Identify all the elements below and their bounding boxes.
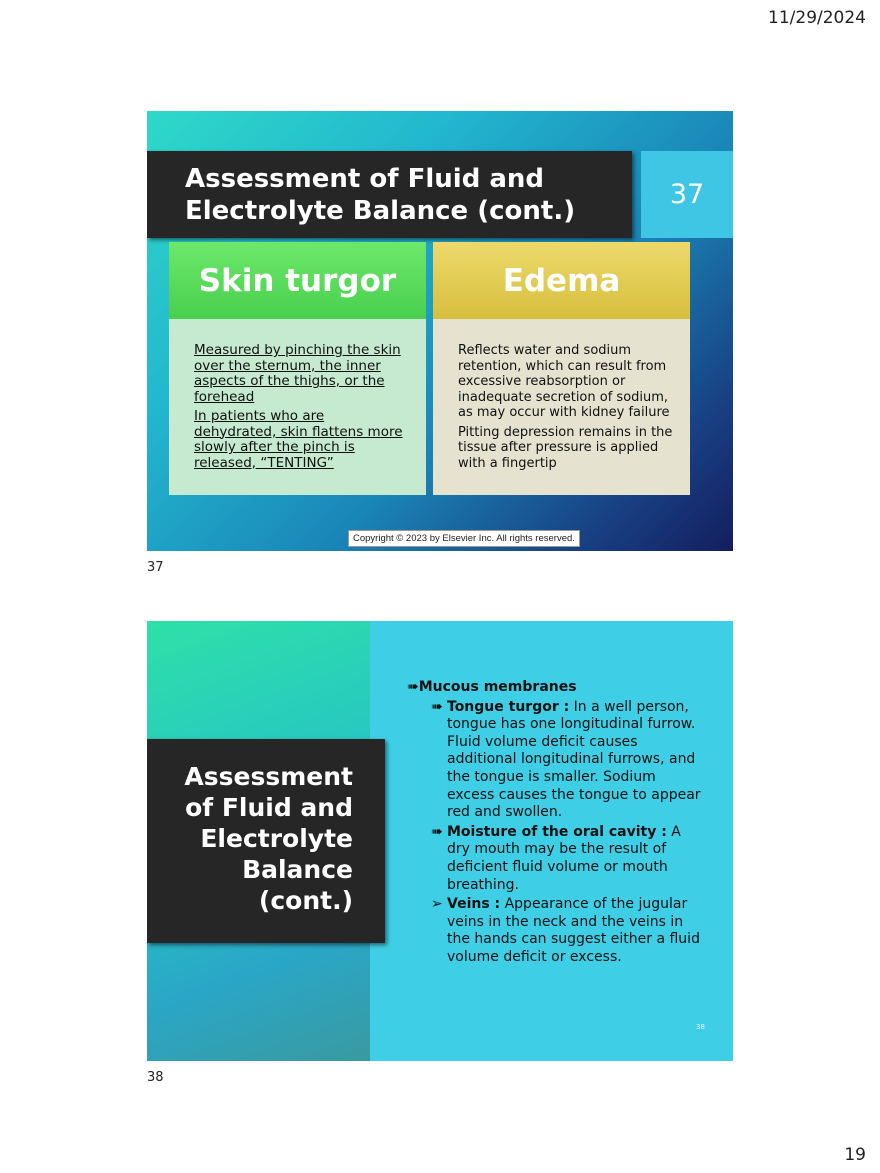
sub-bullet-item: ➠ Moisture of the oral cavity : A dry mouth may be the result of deficient fluid volume or mouth breathing.	[431, 823, 681, 893]
card-body	[433, 319, 690, 495]
bullet-item: ➠Mucous membranes	[407, 679, 577, 695]
slide-title: Assessment of Fluid and Electrolyte Balance (cont.)	[185, 164, 576, 226]
slide-37	[147, 111, 733, 551]
hand-pointer-icon: ➠	[431, 823, 443, 840]
page-number: 19	[844, 1145, 866, 1165]
card-body	[169, 319, 426, 495]
sub-bullet-item: ➢ Veins : Appearance of the jugular veins in the neck and the veins in the hands can suggest either a fluid volume deficit or excess.	[431, 896, 700, 965]
page-date: 11/29/2024	[768, 8, 866, 28]
arrowhead-icon: ➢	[431, 896, 443, 913]
edema-card	[433, 242, 690, 495]
hand-pointer-icon: ➠	[407, 679, 419, 695]
slide-number-box: 37	[641, 151, 733, 238]
slide-38	[147, 621, 733, 1061]
card-paragraph: Pitting depression remains in the tissue after pressure is applied with a fingertip	[458, 424, 673, 471]
bullet-list	[407, 679, 707, 967]
card-paragraph: Reflects water and sodium retention, which can result from excessive reabsorption or inadequate secretion of sodium, as may occur with kidney failure	[458, 343, 670, 420]
slide-title: Assessment of Fluid and Electrolyte Balance (cont.)	[184, 762, 353, 915]
card-paragraph: Measured by pinching the skin over the sternum, the inner aspects of the thighs, or the forehead	[194, 342, 401, 405]
slide-number: 38	[696, 1023, 705, 1031]
slide-label: 37	[147, 560, 164, 575]
copyright-notice: Copyright © 2023 by Elsevier Inc. All rights reserved.	[348, 530, 580, 547]
sub-bullet-item: ➠ Tongue turgor : In a well person, tongue has one longitudinal furrow. Fluid volume deficit causes additional longitudinal furrows, and the tongue is smaller. Sodium excess causes the tongue to appear red and swollen.	[431, 698, 701, 821]
skin-turgor-card	[169, 242, 426, 495]
slide-label: 38	[147, 1070, 164, 1085]
card-heading: Skin turgor	[169, 242, 426, 319]
hand-pointer-icon: ➠	[431, 698, 443, 715]
card-heading: Edema	[433, 242, 690, 319]
card-paragraph: In patients who are dehydrated, skin flattens more slowly after the pinch is released, “TENTING”	[194, 408, 403, 471]
